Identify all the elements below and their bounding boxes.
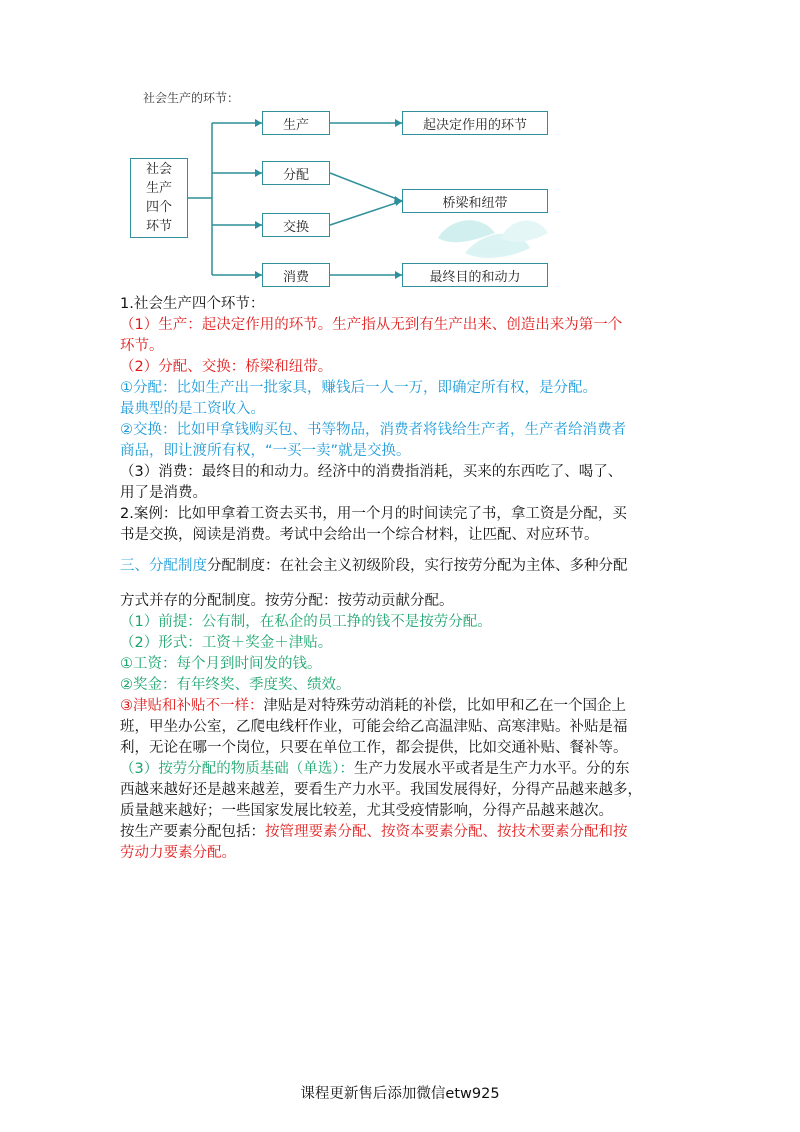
text-run: 班，甲坐办公室，乙爬电线杆作业，可能会给乙高温津贴、高寒津贴。补贴是福 (120, 719, 628, 735)
text-run: ①分配：比如生产出一批家具，赚钱后一人一万，即确定所有权，是分配。 (120, 380, 597, 396)
text-run: 方式并存的分配制度。按劳分配：按劳动贡献分配。 (120, 593, 454, 609)
text-run: 书是交换，阅读是消费。考试中会给出一个综合材料，让匹配、对应环节。 (120, 527, 599, 543)
text-line (120, 294, 685, 315)
text-run: ②奖金：有年终奖、季度奖、绩效。 (120, 677, 351, 693)
text-line (120, 675, 685, 696)
text-run: 劳动力要素分配。 (120, 845, 236, 861)
text-line (120, 399, 685, 420)
main-box: 社会生产四个环节 (130, 158, 188, 238)
text-line (120, 315, 685, 336)
text-run: （2）形式：工资＋奖金＋津贴。 (120, 635, 333, 651)
text-run: 分配制度：在社会主义初级阶段，实行按劳分配为主体、多种分配 (207, 558, 628, 574)
text-run: 按管理要素分配、按资本要素分配、按技术要素分配和按 (265, 824, 628, 840)
text-run: 生产力发展水平或者是生产力水平。分的东 (353, 761, 630, 777)
text-run: （3）消费：最终目的和动力。经济中的消费指消耗，买来的东西吃了、喝了、 (120, 464, 623, 480)
text-line (120, 357, 685, 378)
paragraph-gap (120, 577, 685, 591)
text-run: 2.案例：比如甲拿着工资去买书，用一个月的时间读完了书，拿工资是分配，买 (120, 506, 627, 522)
text-line (120, 378, 685, 399)
text-run: （1）生产：起决定作用的环节。生产指从无到有生产出来、创造出来为第一个 (120, 317, 623, 333)
text-line (120, 504, 685, 525)
box-distribution: 分配 (262, 161, 330, 185)
text-line (120, 612, 685, 633)
box-consumption: 消费 (262, 263, 330, 287)
text-run: 用了是消费。 (120, 485, 207, 501)
text-line (120, 525, 685, 546)
box-production: 生产 (262, 111, 330, 135)
text-line (120, 591, 685, 612)
text-line (120, 759, 685, 780)
footer-note: 课程更新售后添加微信etw925 (300, 1086, 500, 1102)
text-run: 西越来越好还是越来越差，要看生产力水平。我国发展得好，分得产品越来越多， (120, 782, 642, 798)
text-run: 最典型的是工资收入。 (120, 401, 265, 417)
box-bridge: 桥梁和纽带 (402, 189, 548, 213)
paragraph-gap (120, 546, 685, 556)
text-run: 质量越来越好；一些国家发展比较差，尤其受疫情影响，分得产品越来越次。 (120, 803, 613, 819)
box-decisive-role: 起决定作用的环节 (402, 111, 548, 135)
text-run: 利，无论在哪一个岗位，只要在单位工作，都会提供，比如交通补贴、餐补等。 (120, 740, 628, 756)
text-line (120, 822, 685, 843)
body-text (120, 294, 685, 864)
text-run: 商品，即让渡所有权，“一买一卖”就是交换。 (120, 443, 411, 459)
text-line (120, 420, 685, 441)
text-line (120, 556, 685, 577)
text-line (120, 696, 685, 717)
text-line (120, 633, 685, 654)
flow-diagram (120, 88, 560, 288)
text-line (120, 780, 685, 801)
text-run: ①工资：每个月到时间发的钱。 (120, 656, 322, 672)
text-line (120, 801, 685, 822)
text-run: 按生产要素分配包括： (120, 824, 265, 840)
box-ultimate-goal: 最终目的和动力 (402, 263, 548, 287)
text-line (120, 462, 685, 483)
text-line (120, 336, 685, 357)
text-run: （3）按劳分配的物质基础（单选）： (120, 761, 354, 777)
diagram-title: 社会生产的环节： (143, 91, 240, 105)
text-run: 三、分配制度 (120, 558, 207, 574)
text-run: ②交换：比如甲拿钱购买包、书等物品，消费者将钱给生产者，生产者给消费者 (120, 422, 626, 438)
text-line (120, 441, 685, 462)
text-run: 津贴是对特殊劳动消耗的补偿，比如甲和乙在一个国企上 (263, 698, 626, 714)
text-run: 环节。 (120, 338, 164, 354)
text-line (120, 717, 685, 738)
text-line (120, 483, 685, 504)
text-line (120, 843, 685, 864)
leaf-decoration-icon (438, 220, 548, 258)
text-line (120, 738, 685, 759)
text-run: （1）前提：公有制，在私企的员工挣的钱不是按劳分配。 (120, 614, 492, 630)
text-line (120, 654, 685, 675)
box-exchange: 交换 (262, 213, 330, 237)
text-run: （2）分配、交换：桥梁和纽带。 (120, 359, 333, 375)
text-run: 1.社会生产四个环节： (120, 296, 265, 312)
text-run: ③津贴和补贴不一样： (120, 698, 264, 714)
